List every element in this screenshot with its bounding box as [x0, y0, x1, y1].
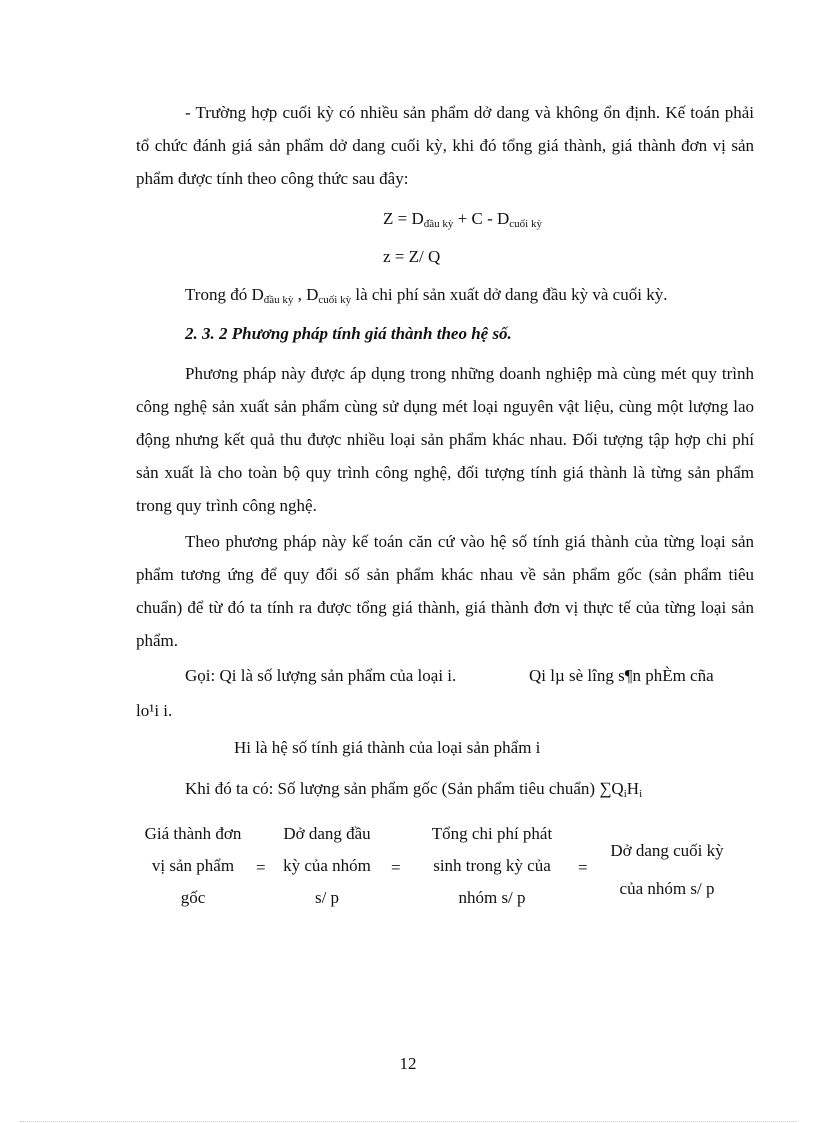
definition-hi: Hi là hệ số tính giá thành của loại sản phẩm i [234, 738, 541, 757]
definition-qi-garbled: Qi lµ sè lîng s¶n phÈm cña [529, 666, 714, 685]
page-number: 12 [399, 1054, 417, 1073]
section-heading: 2. 3. 2 Phương pháp tính giá thành theo hệ số. [185, 324, 512, 343]
equation-term-closing-wip: Dở dang cuối kỳ của nhóm s/ p [610, 841, 724, 898]
equation-term-unit-cost: Giá thành đơn vị sản phẩm gốc [144, 824, 242, 907]
paragraph-method-procedure: Theo phương pháp này kế toán căn cứ vào hệ số tính giá thành của từng loại sản phẩm tương ứng để quy đổi số sản phẩm khác nhau về sản phẩm gốc (sản phẩm tiêu chuẩn) để từ đó ta tính ra được tổng giá thành, giá thành đơn vị thực tế của từng loại sản phẩm. [136, 532, 754, 650]
standard-quantity-line: Khi đó ta có: Số lượng sản phẩm gốc (Sản phẩm tiêu chuẩn) $\sum Q_iH_i$ [185, 779, 643, 800]
equals-sign: = [578, 858, 588, 877]
paragraph-method-description: Phương pháp này được áp dụng trong những doanh nghiệp mà cùng mét quy trình công nghệ sản xuất sản phẩm cùng sử dụng mét loại nguyên vật liệu, cùng một lượng lao động nhưng kết quả thu được nhiều loại sản phẩm khác nhau. Đối tượng tập hợp chi phí sản xuất là cho toàn bộ quy trình công nghệ, đối tượng tính giá thành là từng sản phẩm trong quy trình công nghệ. [136, 364, 754, 515]
equals-sign: = [256, 858, 266, 877]
footer-divider [20, 1121, 796, 1122]
definition-qi-continuation: lo¹i i. [136, 701, 173, 720]
equation-term-period-costs: Tổng chi phí phát sinh trong kỳ của nhóm s/ p [431, 824, 553, 907]
paragraph-case-unstable: - Trường hợp cuối kỳ có nhiều sản phẩm dở dang và không ổn định. Kế toán phải tổ chức đánh giá sản phẩm dở dang cuối kỳ, khi đó tổng giá thành, giá thành đơn vị sản phẩm được tính theo công thức sau đây: [136, 103, 754, 188]
formula-unit-cost: z = Z/ Q [383, 247, 441, 266]
formula-explanation: Trong đó $D_{đầu kỳ}$ , $D_{cuối kỳ}$ là chi phí sản xuất dở dang đầu kỳ và cuối kỳ. [185, 285, 668, 306]
formula-total-cost: $Z = D_{đầu kỳ} + C - D_{cuối kỳ}$ [383, 209, 542, 230]
equation-term-opening-wip: Dở dang đầu kỳ của nhóm s/ p [283, 824, 371, 907]
equals-sign: = [391, 858, 401, 877]
definition-qi: Gọi: Qi là số lượng sản phẩm của loại i. [185, 666, 457, 685]
